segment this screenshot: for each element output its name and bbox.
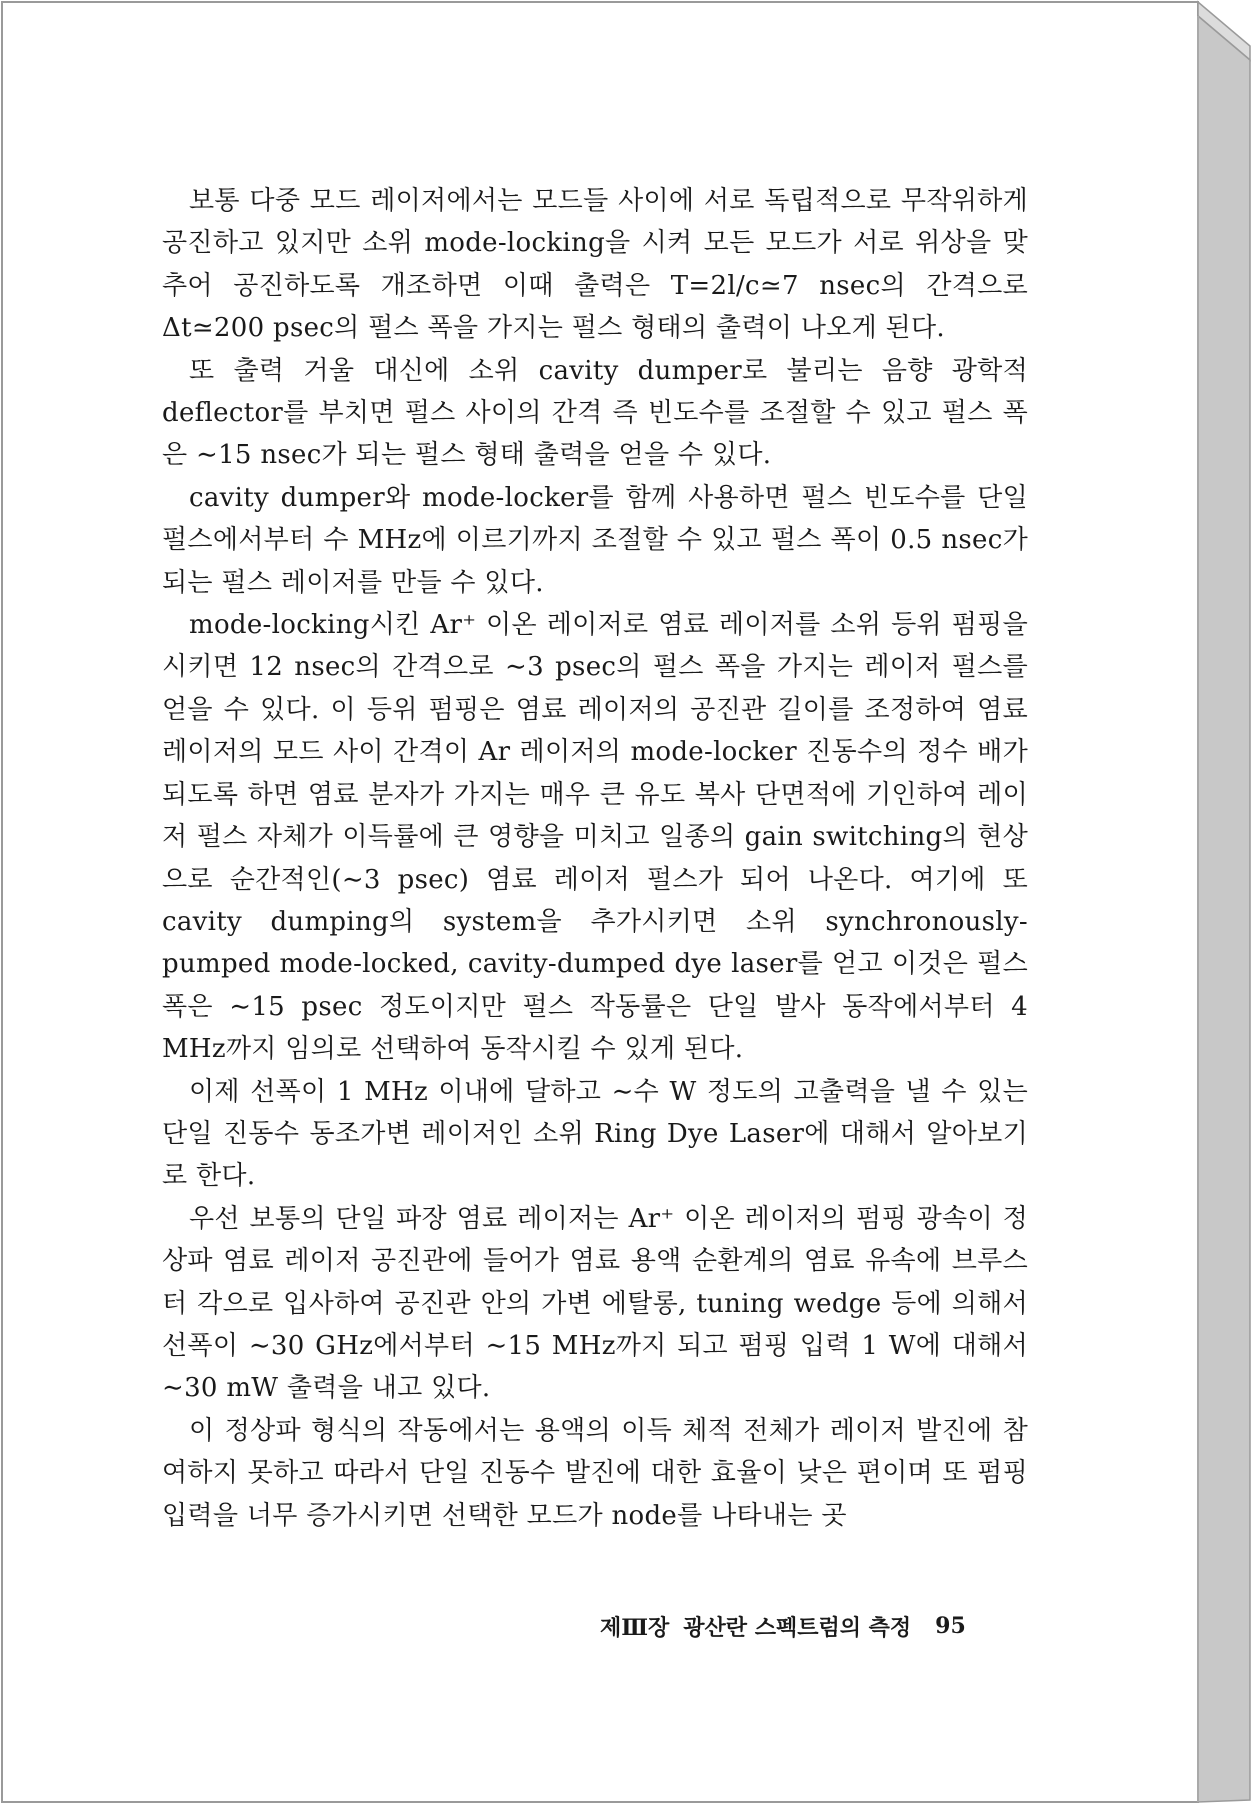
paragraph-6: 우선 보통의 단일 파장 염료 레이저는 Ar⁺ 이온 레이저의 펌핑 광속이 정상파 염료 레이저 공진관에 들어가 염료 용액 순환계의 염료 유속에 브루스터 각으로 입사하여 공진관 안의 가변 에탈롱, tuning wedge 등에 의해서 선폭이 ∼30 GHz에서부터 ∼15 MHz까지 되고 펌핑 입력 1 W에 대해서 ∼30 mW 출력을 내고 있다. [162,1203,1028,1404]
paragraph-5: 이제 선폭이 1 MHz 이내에 달하고 ∼수 W 정도의 고출력을 낼 수 있는 단일 진동수 동조가변 레이저인 소위 Ring Dye Laser에 대해서 알아보기로 한다. [162,1076,1028,1192]
book-edge-side [1198,16,1250,1802]
paragraph-2: 또 출력 거울 대신에 소위 cavity dumper로 불리는 음향 광학적 deflector를 부치면 펄스 사이의 간격 즉 빈도수를 조절할 수 있고 펄스 폭은 ∼15 nsec가 되는 펄스 형태 출력을 얻을 수 있다. [162,355,1028,471]
paragraph-7: 이 정상파 형식의 작동에서는 용액의 이득 체적 전체가 레이저 발진에 참여하지 못하고 따라서 단일 진동수 발진에 대한 효율이 낮은 편이며 또 펌핑 입력을 너무 증가시키면 선택한 모드가 node를 나타내는 곳 [162,1415,1028,1531]
footer-title: 광산란 스펙트럼의 측정 [683,1614,912,1641]
paragraph-4: mode-locking시킨 Ar⁺ 이온 레이저로 염료 레이저를 소위 등위 펌핑을 시키면 12 nsec의 간격으로 ∼3 psec의 펄스 폭을 가지는 레이저 펄스를 얻을 수 있다. 이 등위 펌핑은 염료 레이저의 공진관 길이를 조정하여 염료 레이저의 모드 사이 간격이 Ar 레이저의 mode-locker 진동수의 정수 배가 되도록 하면 염료 분자가 가지는 매우 큰 유도 복사 단면적에 기인하여 레이저 펄스 자체가 이득률에 큰 영향을 미치고 일종의 gain switching의 현상으로 순간적인(∼3 psec) 염료 레이저 펄스가 되어 나온다. 여기에 또 cavity dumping의 system을 추가시키면 소위 synchronously-pumped mode-locked, cavity-dumped dye laser를 얻고 이것은 펄스 폭은 ∼15 psec 정도이지만 펄스 작동률은 단일 발사 동작에서부터 4 MHz까지 임의로 선택하여 동작시킬 수 있게 된다. [162,610,1028,1065]
page-number: 95 [935,1613,966,1639]
running-footer [600,1606,1000,1646]
paragraph-3: cavity dumper와 mode-locker를 함께 사용하면 펄스 빈도수를 단일 펄스에서부터 수 MHz에 이르기까지 조절할 수 있고 펄스 폭이 0.5 nsec가 되는 펄스 레이저를 만들 수 있다. [162,482,1028,598]
body-text [162,180,1028,1537]
paragraph-1: 보통 다중 모드 레이저에서는 모드들 사이에 서로 독립적으로 무작위하게 공진하고 있지만 소위 mode-locking을 시켜 모든 모드가 서로 위상을 맞추어 공진하도록 개조하면 이때 출력은 T=2l/c≃7 nsec의 간격으로 Δt≃200 psec의 펄스 폭을 가지는 펄스 형태의 출력이 나오게 된다. [162,186,1028,344]
footer-chapter: 제Ⅲ장 [600,1614,670,1641]
